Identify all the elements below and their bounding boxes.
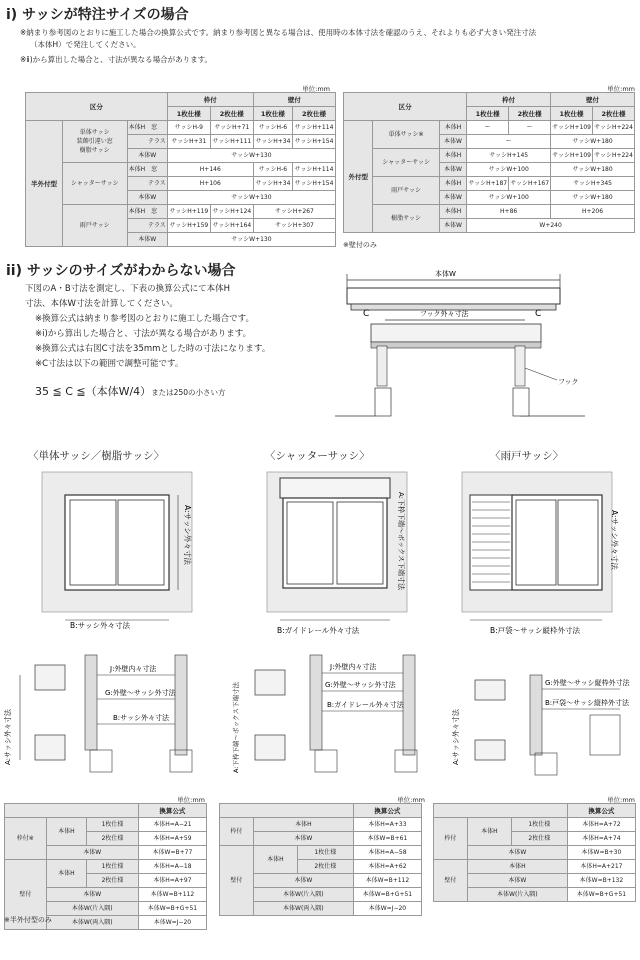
wall-section <box>310 655 322 750</box>
unit-label: 単位:mm <box>302 85 330 93</box>
text-line: 寸法、本体W寸法を計算してください。 <box>25 299 178 309</box>
section-ii-title: ii) サッシのサイズがわからない場合 <box>6 263 236 279</box>
cell: 本体W <box>439 219 466 233</box>
wall-block <box>375 388 391 416</box>
cell: 窓 <box>151 165 158 173</box>
cell: 本体W(両入隅) <box>253 902 353 916</box>
type-cell: 単体サッシ※ <box>373 121 439 149</box>
frame-jamb <box>377 346 387 386</box>
wall-section <box>530 675 542 755</box>
cell: サッシW+100 <box>467 191 551 205</box>
cell: サッシH-9 <box>167 121 210 135</box>
group-cell: 半外付型 <box>26 121 63 247</box>
cell: 本体H <box>253 818 353 832</box>
cell: 1枚仕様 <box>511 818 567 832</box>
cell: テラス <box>127 135 167 149</box>
sash-frame <box>65 495 169 590</box>
cell: H+106 <box>167 177 253 191</box>
cell: 2枚仕様 <box>297 860 353 874</box>
header-cell: 1枚仕様 <box>467 107 509 121</box>
hook-label: フック <box>558 378 579 386</box>
dim-j-label: J:外壁内々寸法 <box>330 663 377 671</box>
hook-width-label: フック外々寸法 <box>420 310 469 318</box>
cell: 本体H <box>439 177 466 191</box>
wall-section <box>175 655 187 755</box>
box-detail <box>255 670 285 695</box>
cell: サッシW+130 <box>167 233 335 247</box>
note-line: ※ⅱ)から算出した場合と、寸法が異なる場合があります。 <box>20 55 213 64</box>
cell: サッシW+180 <box>551 191 635 205</box>
cell: サッシH+114 <box>292 121 335 135</box>
text-line: ※ⅰ)から算出した場合と、寸法が異なる場合があります。 <box>35 329 252 339</box>
cell: 本体W=B+30 <box>567 846 635 860</box>
cell: 本体H=A+97 <box>138 874 206 888</box>
formula-table-3 <box>433 803 636 902</box>
door-pocket <box>470 495 512 590</box>
header-cell: 換算公式 <box>567 804 635 818</box>
formula-table-2 <box>219 803 422 916</box>
dim-a-label: A:サッシ外々寸法 <box>4 709 12 765</box>
type-cell: シャッターサッシ <box>62 163 127 205</box>
cell: サッシH+34 <box>253 177 292 191</box>
unit-label: 単位:mm <box>177 796 205 804</box>
header-cell: 2枚仕様 <box>509 107 551 121</box>
c-label: C <box>535 309 542 319</box>
header-cell: 壁付 <box>551 93 635 107</box>
header-cell: 2枚仕様 <box>292 107 335 121</box>
header-cell: 換算公式 <box>138 804 206 818</box>
cell: 本体H <box>253 846 297 874</box>
cell: 窓 <box>151 123 158 131</box>
unit-label: 単位:mm <box>607 796 635 804</box>
cell: 1枚仕様 <box>87 860 139 874</box>
post <box>535 753 557 775</box>
cell: 本体H <box>439 205 466 219</box>
cell: 本体W <box>439 163 466 177</box>
type-cell: 樹脂サッシ <box>373 205 439 233</box>
cell: 本体W(片入隅) <box>46 902 138 916</box>
dim-b-label: B:サッシ外々寸法 <box>113 714 170 722</box>
cell: サッシH+109 <box>551 121 593 135</box>
header-cell: 1枚仕様 <box>167 107 210 121</box>
cell: サッシW+100 <box>467 163 551 177</box>
formula-text: 35 ≦ C ≦（本体W/4） <box>35 385 152 398</box>
cell: サッシH+34 <box>253 135 292 149</box>
cell: サッシH+119 <box>167 205 210 219</box>
header-cell: 1枚仕様 <box>253 107 292 121</box>
cell: 本体H <box>439 149 466 163</box>
note-line: （本体H）で発注してください。 <box>30 40 141 49</box>
cell: サッシH+124 <box>210 205 253 219</box>
cell: ー <box>467 135 551 149</box>
cell: 本体H <box>439 121 466 135</box>
cell: サッシH+224 <box>593 121 635 135</box>
text-line: ※換算公式は右図C寸法を35mmとした時の寸法になります。 <box>35 344 271 354</box>
cell: サッシH+267 <box>253 205 335 219</box>
header-cell: 換算公式 <box>353 804 421 818</box>
dim-a-label: A:サッシ外々寸法 <box>183 505 192 565</box>
text-line: ※換算公式は納まり参考図のとおりに施工した場合です。 <box>35 314 254 324</box>
section-ii-text <box>25 282 325 372</box>
cell: サッシH+159 <box>167 219 210 233</box>
formula-note: または250の小さい方 <box>151 388 226 397</box>
dim-j-label: J:外壁内々寸法 <box>110 665 157 673</box>
type-cell: シャッターサッシ <box>373 149 439 177</box>
cell: サッシH+164 <box>210 219 253 233</box>
cell: 本体W=B+132 <box>567 874 635 888</box>
cell: 本体W=B+77 <box>138 846 206 860</box>
cell: サッシW+180 <box>551 163 635 177</box>
text-line: 下図のA・B寸法を測定し、下表の換算公式にて本体H <box>25 284 231 294</box>
cell: 2枚仕様 <box>87 874 139 888</box>
cell: 本体H=A−58 <box>353 846 421 860</box>
wall-section <box>403 655 415 755</box>
type-cell: 雨戸サッシ <box>373 177 439 205</box>
section-i-title: i) サッシが特注サイズの場合 <box>6 7 189 23</box>
dim-b-label: B:戸袋〜サッシ縦枠外寸法 <box>490 626 581 635</box>
cell: サッシH+111 <box>210 135 253 149</box>
cell: 本体H=A+74 <box>567 832 635 846</box>
head-detail <box>35 665 65 690</box>
cell: 本体W(片入隅) <box>253 888 353 902</box>
box-frame <box>347 288 560 304</box>
head-detail <box>475 680 505 700</box>
external-table <box>343 92 635 233</box>
cell: サッシW+130 <box>167 191 335 205</box>
cell: 枠付 <box>220 818 254 846</box>
cell: サッシH+154 <box>292 135 335 149</box>
dim-a-label: A:サッシ外々寸法 <box>452 709 460 765</box>
cell: 本体W <box>127 233 167 247</box>
cell: 本体H <box>467 818 511 846</box>
cell: 本体H=A+33 <box>353 818 421 832</box>
cell: 本体H=A−21 <box>138 818 206 832</box>
group-cell: 外付型 <box>344 121 373 233</box>
cell: 本体W <box>127 191 167 205</box>
cell: サッシH+145 <box>467 149 551 163</box>
cell: テラス <box>127 219 167 233</box>
cell: 本体H <box>46 818 87 846</box>
type-cell: 単体サッシ 装飾引違い窓 樹脂サッシ <box>62 121 127 163</box>
sash-frame <box>283 498 387 588</box>
cell: サッシH-6 <box>253 163 292 177</box>
cell: 本体H <box>467 860 567 874</box>
cell: 2枚仕様 <box>511 832 567 846</box>
dim-a-label: A:サッシ外々寸法 <box>610 510 619 570</box>
cell: 本体H <box>46 860 87 888</box>
footnote: ※壁付のみ <box>343 241 377 249</box>
footnote: ※半外付型のみ <box>4 916 52 924</box>
dim-b-label: B:戸袋〜サッシ縦枠外寸法 <box>545 699 630 707</box>
cell: サッシH+154 <box>292 177 335 191</box>
cell: 本体W=J−20 <box>138 916 206 930</box>
section-diagram-1 <box>5 655 210 780</box>
header-cell: 枠付 <box>467 93 551 107</box>
cell: 1枚仕様 <box>87 818 139 832</box>
dim-a-label: A:下枠下端〜ボックス下端寸法 <box>232 682 240 773</box>
c-range-formula <box>35 383 226 399</box>
cell: 本体W=B+G+51 <box>353 888 421 902</box>
section-diagram-3 <box>445 655 640 780</box>
cell: 本体W <box>439 135 466 149</box>
fig3-title: 〈雨戸サッシ〉 <box>490 450 564 462</box>
fig1-elevation <box>40 470 220 640</box>
cell: 本体H=A+217 <box>567 860 635 874</box>
cell: 本体H=A+59 <box>138 832 206 846</box>
header-cell: 枠付 <box>167 93 253 107</box>
cell: 本体W=B+112 <box>138 888 206 902</box>
fig3-elevation <box>460 470 640 640</box>
cell: 本体W(両入隅) <box>46 916 138 930</box>
cell: サッシH+71 <box>210 121 253 135</box>
cell: ー <box>467 121 509 135</box>
cell: H+206 <box>551 205 635 219</box>
sill-detail <box>255 735 285 760</box>
cell: 本体W <box>253 832 353 846</box>
header-cell: 壁付 <box>253 93 335 107</box>
cell: サッシW+130 <box>167 149 335 163</box>
dim-b-label: B:ガイドレール外々寸法 <box>277 626 360 635</box>
dim-a-label: A:下枠下端〜ボックス下端寸法 <box>397 492 405 590</box>
post <box>90 750 112 772</box>
fig2-title: 〈シャッターサッシ〉 <box>265 450 370 462</box>
header-cell: 区分 <box>26 93 168 121</box>
cell: 本体W=B+G+51 <box>138 902 206 916</box>
cell: 2枚仕様 <box>87 832 139 846</box>
cell: 本体W <box>46 888 138 902</box>
cell: 本体W(片入隅) <box>467 888 567 902</box>
cell: 本体W=J−20 <box>353 902 421 916</box>
cell: 窓 <box>151 207 158 215</box>
fig1-title: 〈単体サッシ／樹脂サッシ〉 <box>28 450 165 462</box>
cell: 本体W=B+G+51 <box>567 888 635 902</box>
cell: ー <box>509 121 551 135</box>
cell: サッシH+114 <box>292 163 335 177</box>
cell: 本体H <box>128 207 146 215</box>
cell: 本体W <box>253 874 353 888</box>
cell: 壁付 <box>5 860 47 930</box>
cell: サッシW+180 <box>551 135 635 149</box>
cell: サッシH+224 <box>593 149 635 163</box>
cell: テラス <box>127 177 167 191</box>
cell: サッシH+109 <box>551 149 593 163</box>
hook-plan-diagram <box>335 268 640 438</box>
dim-g-label: G:外壁〜サッシ外寸法 <box>325 681 396 689</box>
dim-b-label: B:サッシ外々寸法 <box>70 621 131 630</box>
cell: 本体H <box>128 123 146 131</box>
cell: 本体H=A+72 <box>567 818 635 832</box>
wall-block <box>513 388 529 416</box>
cell: サッシH-6 <box>253 121 292 135</box>
cell: 枠付※ <box>5 818 47 860</box>
header-cell: 区分 <box>344 93 467 121</box>
formula-table-1 <box>4 803 207 930</box>
header-cell: 1枚仕様 <box>551 107 593 121</box>
cell: 本体W=B+61 <box>353 832 421 846</box>
frame-jamb <box>515 346 525 386</box>
header-cell <box>5 804 139 818</box>
cell: 本体H=A+62 <box>353 860 421 874</box>
cell: 本体W <box>467 874 567 888</box>
sill-detail <box>475 740 505 760</box>
header-cell <box>220 804 354 818</box>
cell: サッシH+187 <box>467 177 509 191</box>
cell: 1枚仕様 <box>297 846 353 860</box>
cell: 本体H=A−18 <box>138 860 206 874</box>
shutter-box <box>280 478 390 498</box>
sill-detail <box>35 735 65 760</box>
sash-frame <box>512 495 602 590</box>
wall-section <box>85 655 97 750</box>
cell: サッシH+307 <box>253 219 335 233</box>
post <box>315 750 337 772</box>
cell: 本体W <box>439 191 466 205</box>
text-line: ※C寸法は以下の範囲で調整可能です。 <box>35 359 184 369</box>
cell: 本体W <box>467 846 567 860</box>
leader-line <box>525 368 557 380</box>
cell: W+240 <box>467 219 635 233</box>
cell: サッシH+167 <box>509 177 551 191</box>
cell: 本体W=B+112 <box>353 874 421 888</box>
type-cell: 雨戸サッシ <box>62 205 127 247</box>
cell: 壁付 <box>220 846 254 916</box>
cell: サッシH+31 <box>167 135 210 149</box>
cell: 本体W <box>127 149 167 163</box>
honw-label: 本体W <box>435 270 456 278</box>
unit-label: 単位:mm <box>607 85 635 93</box>
cell: サッシH+345 <box>551 177 635 191</box>
section-diagram-2 <box>225 655 430 780</box>
header-cell: 2枚仕様 <box>210 107 253 121</box>
section-i-note <box>20 27 635 66</box>
c-label: C <box>363 309 370 319</box>
header-cell: 2枚仕様 <box>593 107 635 121</box>
sash-section <box>371 324 541 342</box>
unit-label: 単位:mm <box>397 796 425 804</box>
cell: H+146 <box>167 163 253 177</box>
cell: 本体H <box>128 165 146 173</box>
note-line: ※納まり参考図のとおりに施工した場合の換算公式です。納まり参考図と異なる場合は、使用時の本体寸法を確認のうえ、それよりも必ず大きい発注寸法 <box>20 28 537 37</box>
dim-g-label: G:外壁〜サッシ縦枠外寸法 <box>545 679 630 687</box>
header-cell <box>434 804 568 818</box>
cell: 壁付 <box>434 860 468 902</box>
cell: 本体W <box>46 846 138 860</box>
half-external-table <box>25 92 336 247</box>
dim-g-label: G:外壁〜サッシ外寸法 <box>105 689 176 697</box>
fig2-elevation <box>265 470 445 640</box>
cell: 枠付 <box>434 818 468 860</box>
cell: H+86 <box>467 205 551 219</box>
door-pocket-section <box>590 715 620 755</box>
dim-b-label: B:ガイドレール外々寸法 <box>327 701 404 709</box>
